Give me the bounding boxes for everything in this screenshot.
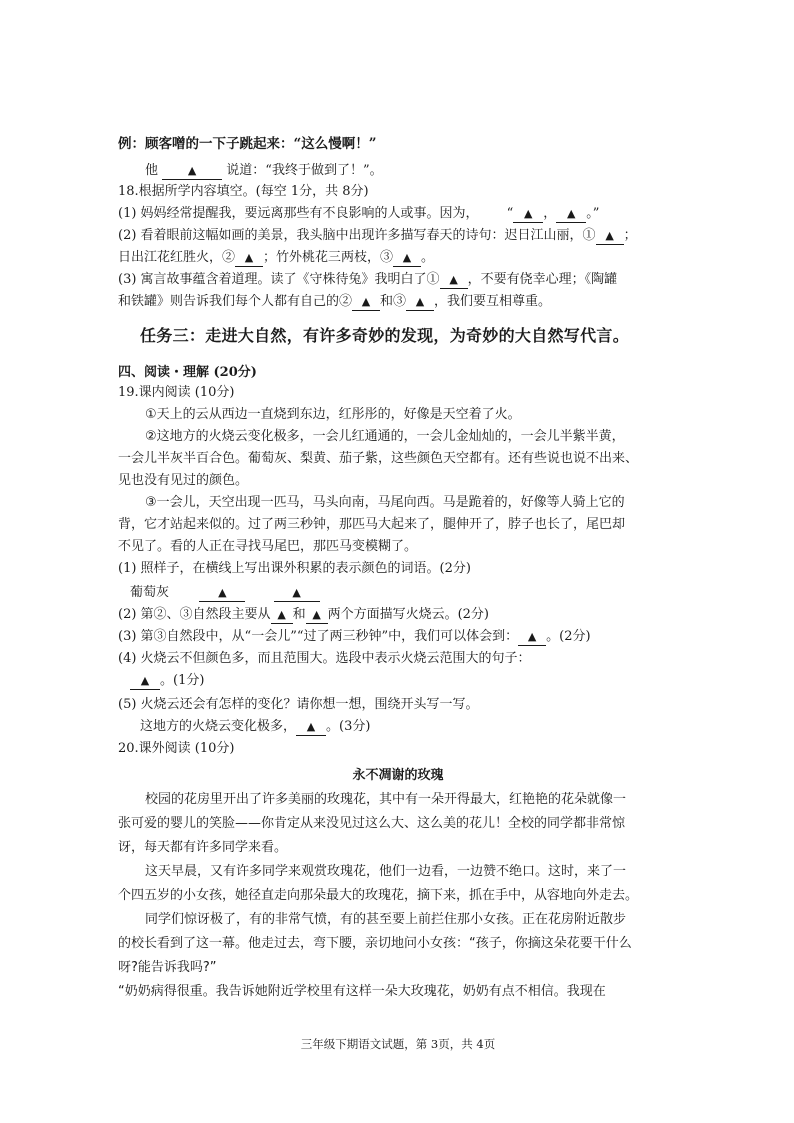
blank-triangle-icon: ▲ (187, 164, 197, 177)
blank-triangle-icon: ▲ (605, 229, 614, 242)
q19-sub1-example: 葡萄灰 ▲ ▲ (130, 582, 690, 604)
q20-p2-line2: 个四五岁的小女孩，她径直走向那朵最大的玫瑰花，摘下来，抓在手中，从容地向外走去。 (118, 888, 639, 903)
q18-title: 18.根据所学内容填空。(每空 1分，共 8分) (118, 184, 369, 199)
q19-sub3: (3) 第③自然段中，从“一会儿”“过了两三秒钟”中，我们可以体会到： ▲ 。(2分) (118, 629, 591, 644)
q20-p1-line1: 校园的花房里开出了许多美丽的玫瑰花，其中有一朵开得最大，红艳艳的花朵就像一 (145, 792, 627, 807)
example-sentence: 例：顾客噌的一下子跳起来：“这么慢啊！” (118, 136, 377, 152)
q20-p1-line2: 张可爱的婴儿的笑脸——你肯定从来没见过这么大、这么美的花儿！全校的同学都非常惊 (118, 816, 626, 831)
q18-part2-line1: (2) 看着眼前这幅如画的美景，我头脑中出现许多描写春天的诗句：迟日江山丽，① ▲ ； (118, 228, 637, 243)
answer-blank[interactable] (274, 585, 320, 602)
q18-part3-line2: 和铁罐》则告诉我们每个人都有自己的② ▲ 和③ ▲ ，我们要互相尊重。 (118, 294, 552, 309)
blank-triangle-icon: ▲ (415, 295, 425, 308)
story-title: 永不凋谢的玫瑰 (352, 768, 444, 783)
answer-blank[interactable] (162, 163, 222, 180)
q19-para2-line1: ②这地方的火烧云变化极多，一会儿红通通的，一会儿金灿灿的，一会儿半紫半黄， (145, 429, 625, 444)
q19-sub2: (2) 第②、③自然段主要从 ▲ 和 ▲ 两个方面描写火烧云。(2分) (118, 607, 489, 622)
q19-sub5: (5) 火烧云还会有怎样的变化？请你想一想，围绕开头写一写。 (118, 697, 479, 712)
example-answer-line: 他 ▲ 说道：“我终于做到了！”。 (145, 163, 383, 178)
blank-triangle-icon: ▲ (523, 207, 533, 220)
q19-para3-line3: 不见了。看的人正在寻找马尾巴，那匹马变模糊了。 (118, 539, 418, 554)
q19-para1: ①天上的云从西边一直烧到东边，红彤彤的，好像是天空着了火。 (145, 407, 521, 422)
q19-para2-line3: 见也没有见过的颜色。 (118, 473, 249, 488)
blank-triangle-icon: ▲ (306, 720, 316, 733)
q20-p2-line1: 这天早晨，又有许多同学来观赏玫瑰花，他们一边看，一边赞不绝口。这时，来了一 (145, 864, 627, 879)
q19-sub1: (1) 照样子，在横线上写出课外积累的表示颜色的词语。(2分) (118, 561, 471, 576)
q19-para2-line2: 一会儿半灰半百合色。葡萄灰、梨黄、茄子紫，这些颜色天空都有。还有些说也说不出来、 (118, 451, 639, 466)
q20-p3-line1: 同学们惊讶极了，有的非常气愤，有的甚至要上前拦住那小女孩。正在花房附近散步 (145, 912, 627, 927)
q18-part1: (1) 妈妈经常提醒我，要远离那些有不良影响的人或事。因为， “ ▲ ， ▲ 。” (118, 206, 600, 221)
answer-blank[interactable] (271, 607, 293, 624)
blank-triangle-icon: ▲ (527, 630, 537, 643)
answer-blank[interactable] (352, 294, 380, 311)
answer-blank[interactable] (596, 228, 624, 245)
q20-p3-line2: 的校长看到了这一幕。他走过去，弯下腰，亲切地问小女孩：“孩子，你摘这朵花要干什么 (118, 936, 632, 951)
blank-triangle-icon: ▲ (361, 295, 371, 308)
blank-triangle-icon: ▲ (402, 251, 412, 264)
q20-p3-line3: 呀?能告诉我吗?” (118, 960, 217, 975)
blank-triangle-icon: ▲ (312, 608, 321, 621)
q19-para3-line2: 背，它才站起来似的。过了两三秒钟，那匹马大起来了，腿伸开了，脖子也长了，尾巴却 (118, 517, 626, 532)
blank-triangle-icon: ▲ (449, 273, 458, 286)
answer-blank[interactable] (556, 206, 586, 223)
blank-triangle-icon: ▲ (292, 586, 301, 599)
section4-heading: 四、阅读・理解 (20分) (118, 365, 257, 380)
page-footer: 三年级下期语文试题，第 3页，共 4页 (300, 1037, 496, 1051)
q19-sub5-answer: 这地方的火烧云变化极多， ▲ 。(3分) (140, 719, 371, 734)
q19-para3-line1: ③一会儿，天空出现一匹马，马头向南，马尾向西。马是跪着的，好像等人骑上它的 (145, 495, 625, 510)
answer-blank[interactable] (393, 250, 421, 267)
blank-triangle-icon: ▲ (244, 251, 254, 264)
q20-p1-line3: 讶，每天都有许多同学来看。 (118, 840, 288, 855)
blank-triangle-icon: ▲ (567, 207, 576, 220)
answer-blank[interactable] (440, 272, 468, 289)
answer-blank[interactable] (130, 673, 160, 690)
q18-part3-line1: (3) 寓言故事蕴含着道理。读了《守株待兔》我明白了① ▲ ，不要有侥幸心理；《陶罐 (118, 272, 618, 287)
task3-heading: 任务三：走进大自然，有许多奇妙的发现，为奇妙的大自然写代言。 (140, 326, 630, 345)
answer-blank[interactable] (513, 206, 543, 223)
answer-blank[interactable] (235, 250, 263, 267)
q20-title: 20.课外阅读 (10分) (118, 741, 235, 756)
blank-triangle-icon: ▲ (218, 586, 227, 599)
q19-sub4-answer: ▲ 。(1分) (130, 670, 690, 692)
answer-blank[interactable] (199, 585, 245, 602)
q19-sub4: (4) 火烧云不但颜色多，而且范围大。选段中表示火烧云范围大的句子： (118, 651, 531, 666)
answer-blank[interactable] (306, 607, 328, 624)
q20-p4-line1: “奶奶病得很重。我告诉她附近学校里有这样一朵大玫瑰花，奶奶有点不相信。我现在 (118, 984, 606, 999)
q19-title: 19.课内阅读 (10分) (118, 385, 235, 400)
answer-blank[interactable] (406, 294, 434, 311)
blank-triangle-icon: ▲ (277, 608, 286, 621)
blank-triangle-icon: ▲ (140, 674, 150, 687)
answer-blank[interactable] (518, 629, 546, 646)
q18-part2-line2: 日出江花红胜火，② ▲ ；竹外桃花三两枝，③ ▲ 。 (118, 250, 435, 265)
answer-blank[interactable] (296, 719, 326, 736)
